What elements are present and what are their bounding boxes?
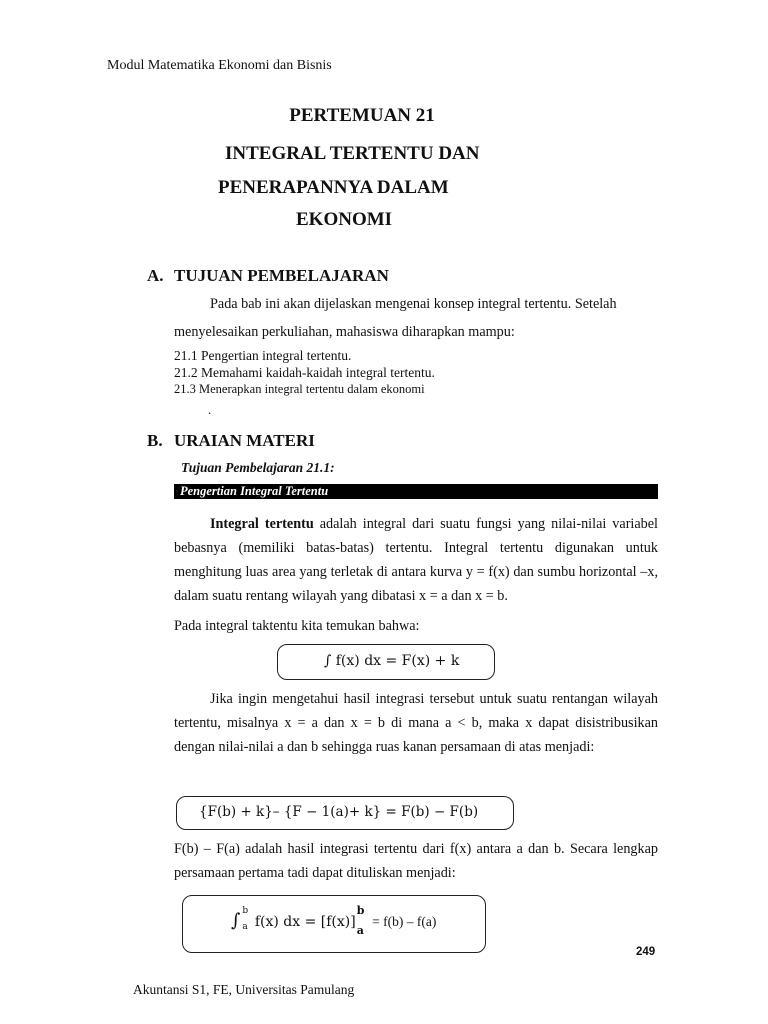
chapter-title-line-1: INTEGRAL TERTENTU DAN xyxy=(225,143,480,164)
objective-item: 21.3 Menerapkan integral tertentu dalam ekonomi xyxy=(174,382,425,396)
equation-box-2 xyxy=(176,796,514,830)
objective-item: 21.1 Pengertian integral tertentu. xyxy=(174,348,352,363)
definition-term: Integral tertentu xyxy=(210,516,314,532)
section-a-intro-line-1: Pada bab ini akan dijelaskan mengenai konsep integral tertentu. Setelah xyxy=(210,296,617,312)
section-a-heading xyxy=(147,266,389,286)
chapter-number: PERTEMUAN 21 xyxy=(289,105,435,126)
chapter-title-line-2: PENERAPANNYA DALAM xyxy=(218,177,449,198)
section-b-label: B. xyxy=(147,431,163,450)
equation-indefinite-integral: ∫ f(x) dx = F(x) + k xyxy=(324,653,460,669)
integral-result: = f(b) – f(a) xyxy=(372,914,437,929)
section-b-title: URAIAN MATERI xyxy=(174,431,315,450)
equation-definite-integral xyxy=(231,904,437,937)
definition-text: adalah integral dari suatu fungsi yang nilai-nilai variabel bebasnya (memiliki batas-batas) tertentu. Integral tertentu digunakan untuk menghitung luas area yang terletak di antara kurva y = f(x) dan sumbu horizontal –x, dalam suatu rentang wilayah yang dibatasi x = a dan x = b. xyxy=(174,516,658,604)
section-a-intro-line-2: menyelesaikan perkuliahan, mahasiswa diharapkan mampu: xyxy=(174,324,515,340)
integral-sign: ∫ xyxy=(231,910,241,931)
indefinite-intro: Pada integral taktentu kita temukan bahwa: xyxy=(174,618,420,634)
objective-item: 21.2 Memahami kaidah-kaidah integral tertentu. xyxy=(174,365,435,380)
equation-box-3 xyxy=(182,895,486,953)
equation-substitution: {F(b) + k}– {F − 1(a)+ k} = F(b) − F(b) xyxy=(199,804,479,820)
definition-paragraph xyxy=(174,512,658,608)
equation-box-1 xyxy=(277,644,495,680)
running-header: Modul Matematika Ekonomi dan Bisnis xyxy=(107,58,332,73)
running-footer: Akuntansi S1, FE, Universitas Pamulang xyxy=(133,982,355,997)
integral-upper-limit: b xyxy=(242,906,249,916)
section-a-title: TUJUAN PEMBELAJARAN xyxy=(174,266,389,285)
range-paragraph: Jika ingin mengetahui hasil integrasi tersebut untuk suatu rentangan wilayah tertentu, misalnya x = a dan x = b di mana a < b, maka x dapat disistribusikan dengan nilai-nilai a dan b sehingga ruas kanan persamaan di atas menjadi: xyxy=(174,691,658,755)
integral-body: f(x) dx = [f(x)] xyxy=(254,914,356,930)
objectives-list xyxy=(174,347,435,398)
learning-objective-subheading: Tujuan Pembelajaran 21.1: xyxy=(181,460,335,475)
bracket-upper-limit: b xyxy=(356,904,365,917)
integral-lower-limit: a xyxy=(242,922,248,932)
page-number: 249 xyxy=(636,946,656,958)
section-a-label: A. xyxy=(147,266,164,285)
topic-bar: Pengertian Integral Tertentu xyxy=(174,484,658,499)
stray-dot: . xyxy=(208,402,212,417)
section-b-heading xyxy=(147,431,315,451)
chapter-title-line-3: EKONOMI xyxy=(296,209,393,230)
definite-result-paragraph: F(b) – F(a) adalah hasil integrasi tertentu dari f(x) antara a dan b. Secara lengkap persamaan pertama tadi dapat dituliskan menjadi: xyxy=(174,841,658,881)
bracket-lower-limit: a xyxy=(356,924,364,937)
